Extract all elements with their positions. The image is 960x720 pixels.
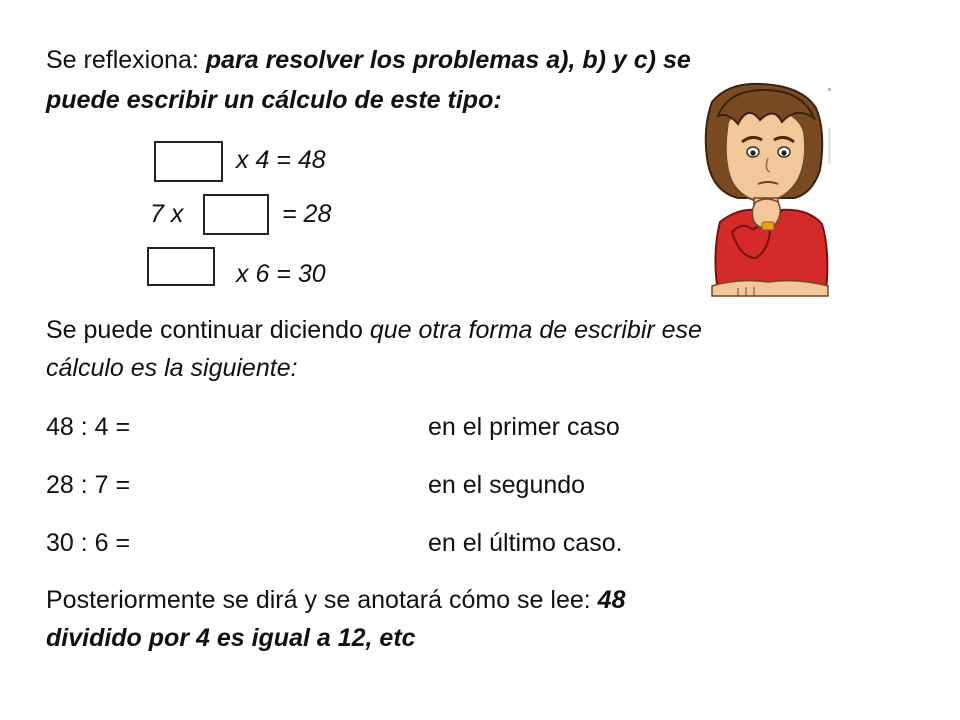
division-3-note: en el último caso. [428,529,623,557]
equation-1: x 4 = 48 [236,146,326,174]
thinking-boy-illustration [698,82,840,310]
wristband [762,222,774,230]
division-1-expr: 48 : 4 = [46,413,131,441]
division-3-expr: 30 : 6 = [46,529,131,557]
closing-line-1 [46,584,625,617]
continue-line-2: cálculo es la siguiente: [46,354,298,382]
division-2-expr: 28 : 7 = [46,471,131,499]
equation-2-prefix: 7 x [150,200,184,228]
intro-emphasis-1: para resolver los problemas a), b) y c) se [205,46,691,74]
blank-box-3 [147,247,215,286]
intro-line-2: puede escribir un cálculo de este tipo: [46,86,502,114]
intro-line-1 [46,44,691,77]
continue-line-1 [46,314,702,347]
intro-lead: Se reflexiona: [46,46,206,74]
closing-emphasis-1: 48 [597,586,626,614]
blank-box-2 [203,194,269,235]
division-1-note: en el primer caso [428,413,620,441]
equation-2-suffix: = 28 [282,200,332,228]
continue-lead: Se puede continuar diciendo [46,316,370,344]
continue-emphasis-1: que otra forma de escribir ese [369,316,702,344]
blank-box-1 [154,141,223,182]
closing-lead: Posteriormente se dirá y se anotará cómo se lee: [46,586,598,614]
division-2-note: en el segundo [428,471,586,499]
forearm [712,281,828,296]
equation-3: x 6 = 30 [236,260,326,288]
closing-line-2: dividido por 4 es igual a 12, etc [46,624,416,652]
